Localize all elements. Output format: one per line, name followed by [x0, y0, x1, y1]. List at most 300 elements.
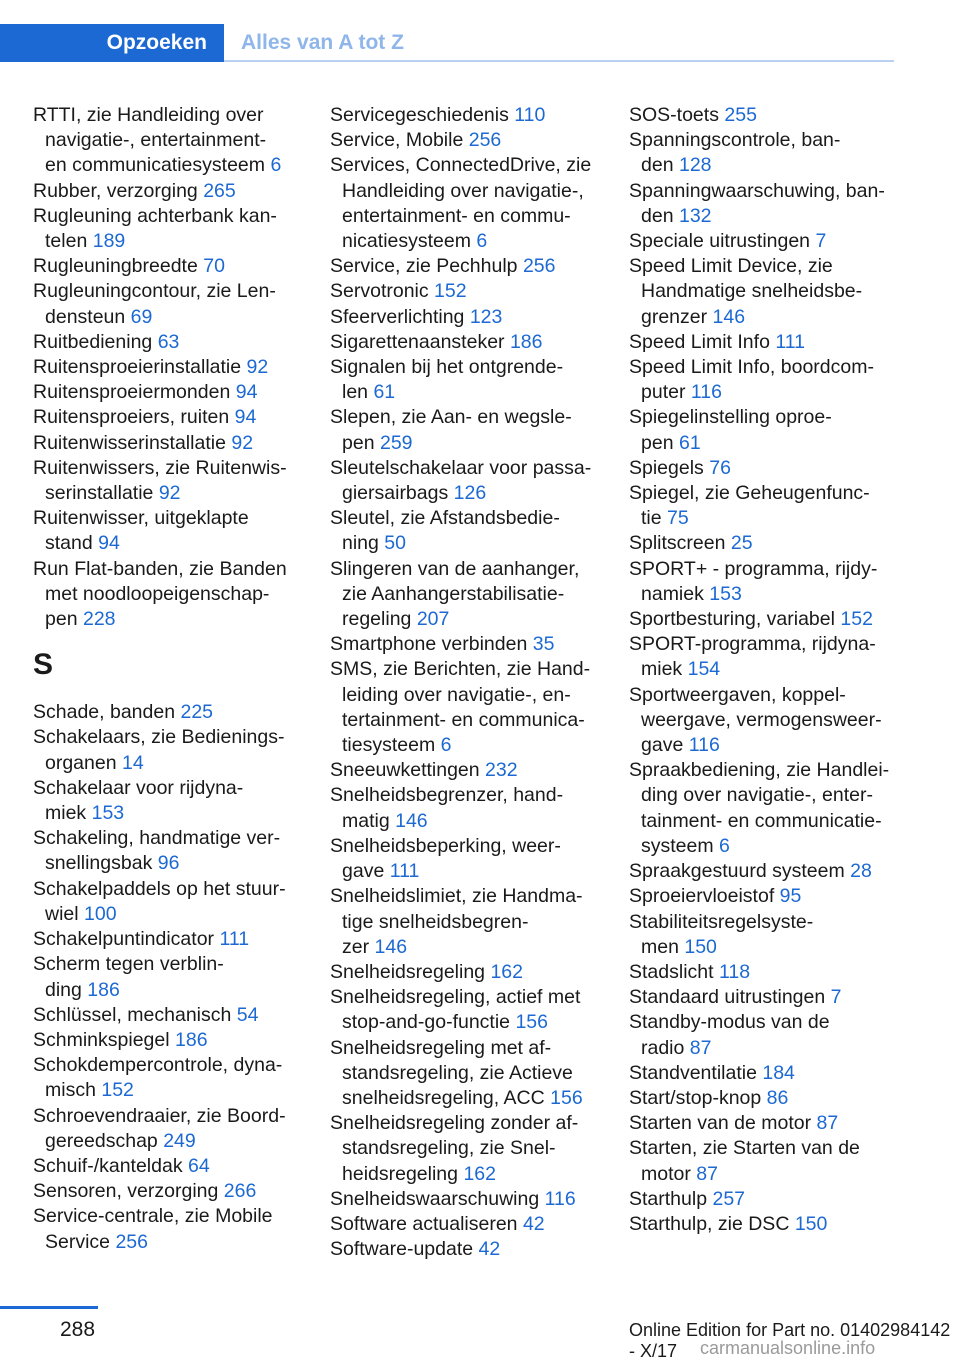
index-entry-text: Rugleuning achterbank kan-	[33, 204, 277, 227]
index-entry-text: Ruitenwissers, zie Ruitenwis-	[33, 456, 287, 479]
page-reference-link[interactable]: 28	[850, 860, 872, 883]
page-reference-link[interactable]: 6	[440, 734, 452, 757]
page-reference-link[interactable]: 35	[532, 633, 555, 656]
index-entry	[33, 405, 323, 430]
index-entry-text: Sneeuwkettingen	[330, 759, 480, 782]
index-entry-text: Snelheidslimiet, zie Handma-	[330, 885, 583, 908]
index-column-1	[33, 103, 323, 1255]
page-reference-link[interactable]: 50	[384, 532, 406, 555]
index-entry-line	[33, 776, 323, 801]
index-entry-text: Slingeren van de aanhanger,	[330, 557, 580, 580]
index-entry-text: SPORT+ - programma, rijdy-	[629, 557, 878, 580]
index-entry	[33, 506, 323, 556]
index-entry-text: Snelheidsregeling met af-	[330, 1036, 552, 1059]
index-entry	[33, 877, 323, 927]
index-entry-text: tainment- en communicatie-	[641, 809, 882, 832]
index-entry-text: Snelheidsregeling, actief met	[330, 986, 581, 1009]
page-reference-link[interactable]: 7	[815, 230, 827, 253]
page-reference-link[interactable]: 256	[115, 1230, 148, 1253]
page-reference-link[interactable]: 95	[779, 885, 802, 908]
page-reference-link[interactable]: 259	[379, 431, 413, 454]
index-entry	[33, 927, 323, 952]
page-reference-link[interactable]: 255	[724, 104, 757, 126]
index-entry-text: Ruitensproeiermonden	[33, 381, 231, 404]
page-reference-link[interactable]: 153	[91, 802, 125, 825]
page-reference-link[interactable]: 256	[468, 129, 502, 152]
index-entry	[33, 1154, 323, 1179]
index-entry-line	[33, 700, 323, 725]
index-entry	[33, 279, 323, 329]
page-reference-link[interactable]: 76	[709, 456, 731, 479]
index-entry-line	[33, 607, 323, 632]
index-entry-text: Splitscreen	[629, 532, 726, 555]
index-entry	[629, 1136, 919, 1186]
page-reference-link[interactable]: 162	[490, 960, 523, 983]
index-entry-text: gave	[342, 860, 385, 883]
index-entry-line	[330, 355, 620, 380]
index-entry-line	[330, 128, 620, 153]
index-entry-line	[629, 1086, 919, 1111]
index-entry-text: miek	[45, 802, 87, 825]
index-entry	[330, 884, 620, 960]
page-reference-link[interactable]: 87	[689, 1036, 712, 1059]
index-entry-text: Speciale uitrustingen	[629, 230, 811, 253]
page-reference-link[interactable]: 64	[188, 1154, 210, 1177]
index-entry-line	[629, 254, 919, 279]
page-reference-link[interactable]: 189	[92, 230, 126, 253]
index-entry-text: Slepen, zie Aan- en wegsle-	[330, 406, 572, 429]
index-entry-text: Handleiding over navigatie-,	[342, 179, 584, 202]
index-entry-line	[33, 380, 323, 405]
page-reference-link[interactable]: 61	[678, 431, 701, 454]
index-entry-text: Spraakbediening, zie Handlei-	[629, 759, 890, 782]
index-entry-line	[629, 1111, 919, 1136]
index-entry	[629, 1111, 919, 1136]
index-entry-line	[33, 1028, 323, 1053]
page-reference-link[interactable]: 6	[719, 834, 730, 857]
index-entry	[33, 456, 323, 506]
index-entry-text: snelheidsregeling, ACC	[342, 1086, 545, 1109]
index-entry	[330, 1237, 620, 1262]
index-entry	[629, 103, 919, 128]
page-reference-link[interactable]: 61	[373, 381, 396, 404]
page-reference-link[interactable]: 116	[544, 1187, 576, 1210]
index-entry-line	[33, 1104, 323, 1129]
index-entry-line	[629, 834, 919, 859]
page-reference-link[interactable]: 92	[231, 431, 254, 454]
watermark: carmanualsonline.info	[700, 1338, 876, 1358]
index-entry-line	[33, 531, 323, 556]
page-reference-link[interactable]: 94	[98, 532, 120, 555]
page-reference-link[interactable]: 116	[688, 734, 720, 757]
index-entry	[33, 725, 323, 775]
page-reference-link[interactable]: 7	[830, 986, 842, 1009]
page-reference-link[interactable]: 111	[389, 860, 420, 883]
page-reference-link[interactable]: 6	[270, 154, 282, 177]
index-entry	[33, 1003, 323, 1028]
index-entry-line	[629, 985, 919, 1010]
index-entry-text: Schakelaar voor rijdyna-	[33, 776, 244, 799]
index-entry-text: Speed Limit Info, boordcom-	[629, 356, 874, 379]
index-entry-text: stand	[45, 532, 93, 555]
page-reference-link[interactable]: 42	[478, 1238, 501, 1261]
index-entry-line	[629, 859, 919, 884]
index-entry	[330, 1111, 620, 1187]
index-entry	[33, 431, 323, 456]
page-reference-link[interactable]: 126	[453, 482, 487, 505]
tab-opzoeken[interactable]: Opzoeken	[0, 24, 224, 62]
index-entry-line	[629, 1036, 919, 1061]
index-entry-line	[629, 305, 919, 330]
index-entry	[629, 254, 919, 330]
page-reference-link[interactable]: 111	[775, 330, 805, 353]
index-entry-line	[629, 1212, 919, 1237]
index-entry-line	[330, 910, 620, 935]
page-reference-link[interactable]: 146	[395, 809, 428, 832]
page-reference-link[interactable]: 118	[718, 960, 751, 983]
page-reference-link[interactable]: 186	[87, 978, 120, 1001]
index-entry	[33, 1204, 323, 1254]
index-entry-text: Spiegelinstelling oproe-	[629, 406, 832, 429]
index-entry	[629, 179, 919, 229]
index-entry-text: Starten van de motor	[629, 1112, 812, 1135]
index-column-2	[330, 103, 620, 1262]
page-reference-link[interactable]: 25	[730, 532, 753, 555]
index-entry-line	[629, 809, 919, 834]
index-entry-text: Services, ConnectedDrive, zie	[330, 154, 592, 177]
index-entry	[330, 985, 620, 1035]
index-entry	[330, 153, 620, 254]
footer-accent-line	[0, 1306, 98, 1309]
index-entry-text: ding over navigatie-, enter-	[641, 784, 873, 807]
page-reference-link[interactable]: 63	[157, 330, 180, 353]
page-reference-link[interactable]: 100	[84, 902, 117, 925]
page-reference-link[interactable]: 156	[550, 1086, 583, 1109]
index-entry-text: Schlüssel, mechanisch	[33, 1003, 232, 1026]
index-entry-line	[330, 884, 620, 909]
page-reference-link[interactable]: 150	[794, 1212, 828, 1235]
index-entry-line	[33, 801, 323, 826]
page-reference-link[interactable]: 42	[522, 1212, 545, 1235]
index-entry-line	[33, 1154, 323, 1179]
index-entry-text: Spanningscontrole, ban-	[629, 129, 841, 152]
index-entry-text: Snelheidsregeling	[330, 960, 486, 983]
index-entry-line	[330, 708, 620, 733]
index-entry-line	[33, 877, 323, 902]
index-entry	[629, 758, 919, 859]
index-entry-text: RTTI, zie Handleiding over	[33, 104, 264, 126]
page-reference-link[interactable]: 186	[175, 1028, 208, 1051]
index-entry-line	[330, 1136, 620, 1161]
index-entry-line	[33, 431, 323, 456]
index-entry	[629, 632, 919, 682]
index-entry-line	[33, 978, 323, 1003]
index-entry-text: Ruitbediening	[33, 330, 153, 353]
page-reference-link[interactable]: 92	[246, 356, 269, 379]
index-entry-line	[33, 506, 323, 531]
index-entry-text: Schakelaars, zie Bedienings-	[33, 726, 285, 749]
index-entry-line	[629, 330, 919, 355]
index-entry-text: Ruitensproeiers, ruiten	[33, 406, 230, 429]
page-reference-link[interactable]: 75	[667, 507, 689, 530]
index-entry-line	[33, 826, 323, 851]
page-reference-link[interactable]: 87	[816, 1112, 839, 1135]
index-entry-line	[330, 1010, 620, 1035]
index-entry-line	[330, 229, 620, 254]
index-entry-text: pen	[641, 431, 674, 454]
page-reference-link[interactable]: 14	[122, 751, 144, 774]
index-entry-text: wiel	[45, 902, 79, 925]
index-entry-line	[629, 733, 919, 758]
page-reference-link[interactable]: 6	[476, 230, 488, 253]
index-entry-line	[330, 985, 620, 1010]
index-entry	[629, 1010, 919, 1060]
index-entry-line	[33, 305, 323, 330]
index-entry	[330, 254, 620, 279]
index-entry-line	[33, 1204, 323, 1229]
tab-alles-van-a-tot-z[interactable]: Alles van A tot Z	[241, 31, 404, 54]
index-entry	[33, 380, 323, 405]
index-entry-text: tiesysteem	[342, 734, 436, 757]
index-entry	[33, 952, 323, 1002]
page-reference-link[interactable]: 266	[223, 1180, 257, 1203]
index-entry-line	[33, 751, 323, 776]
page-reference-link[interactable]: 86	[766, 1086, 789, 1109]
index-entry-text: Schade, banden	[33, 701, 176, 724]
index-entry-line	[330, 1036, 620, 1061]
index-entry-text: Schakelpaddels op het stuur-	[33, 877, 286, 900]
index-entry-text: tie	[641, 507, 662, 530]
index-entry-text: densteun	[45, 305, 126, 328]
page-reference-link[interactable]: 154	[687, 658, 721, 681]
index-entry-text: tertainment- en communica-	[342, 708, 585, 731]
index-entry-text: Sfeerverlichting	[330, 305, 465, 328]
index-entry-text: radio	[641, 1036, 685, 1059]
index-entry-line	[629, 229, 919, 254]
index-entry-text: Sportweergaven, koppel-	[629, 683, 846, 706]
index-entry-text: gave	[641, 734, 684, 757]
page-reference-link[interactable]: 150	[684, 935, 717, 958]
index-entry-line	[330, 1086, 620, 1111]
page-reference-link[interactable]: 256	[522, 255, 556, 278]
index-entry-line	[330, 557, 620, 582]
index-entry	[330, 1212, 620, 1237]
index-entry	[330, 834, 620, 884]
index-entry-text: Start/stop-knop	[629, 1086, 762, 1109]
index-entry	[330, 305, 620, 330]
index-entry-text: Schokdempercontrole, dyna-	[33, 1054, 283, 1077]
index-entry	[629, 1061, 919, 1086]
index-entry-text: Scherm tegen verblin-	[33, 953, 224, 976]
page-reference-link[interactable]: 232	[485, 759, 518, 782]
index-entry-text: serinstallatie	[45, 482, 154, 505]
index-entry-text: Stabiliteitsregelsyste-	[629, 910, 814, 933]
index-entry-line	[330, 330, 620, 355]
index-entry-text: grenzer	[641, 305, 708, 328]
index-entry-text: pen	[342, 431, 375, 454]
index-entry-line	[330, 733, 620, 758]
index-entry-line	[330, 1187, 620, 1212]
index-entry-line	[330, 254, 620, 279]
index-entry-line	[33, 927, 323, 952]
index-entry-line	[629, 531, 919, 556]
page-reference-link[interactable]: 92	[158, 482, 181, 505]
index-entry-text: den	[641, 204, 674, 227]
index-entry-line	[33, 405, 323, 430]
index-entry-line	[330, 834, 620, 859]
page-reference-link[interactable]: 249	[163, 1129, 196, 1152]
index-entry-text: Rugleuningbreedte	[33, 255, 198, 278]
index-entry-text: gereedschap	[45, 1129, 158, 1152]
index-entry-line	[330, 1212, 620, 1237]
index-entry-line	[629, 355, 919, 380]
index-entry-text: Handmatige snelheidsbe-	[641, 280, 863, 303]
index-entry-text: miek	[641, 658, 683, 681]
index-entry	[33, 557, 323, 633]
index-entry-text: Snelheidswaarschuwing	[330, 1187, 540, 1210]
page-reference-link[interactable]: 265	[203, 179, 236, 202]
index-entry-text: namiek	[641, 582, 704, 605]
page-reference-link[interactable]: 225	[180, 701, 214, 724]
page-reference-link[interactable]: 116	[690, 381, 722, 404]
index-entry-line	[629, 884, 919, 909]
index-entry-text: Snelheidsbeperking, weer-	[330, 834, 561, 857]
page-reference-link[interactable]: 152	[434, 280, 467, 303]
index-entry-line	[629, 380, 919, 405]
index-entry-text: heidsregeling	[342, 1162, 459, 1185]
index-entry-text: Schakelpuntindicator	[33, 928, 215, 951]
index-entry-line	[330, 783, 620, 808]
index-entry-text: entertainment- en commu-	[342, 204, 571, 227]
page-reference-link[interactable]: 70	[203, 255, 225, 278]
index-entry-text: Starthulp, zie DSC	[629, 1212, 790, 1235]
page-reference-link[interactable]: 207	[416, 608, 450, 631]
index-entry-text: weergave, vermogensweer-	[641, 708, 882, 731]
index-entry-text: SOS-toets	[629, 104, 719, 126]
index-entry-text: Rubber, verzorging	[33, 179, 198, 202]
page-reference-link[interactable]: 186	[509, 330, 543, 353]
index-entry-line	[33, 355, 323, 380]
page-reference-link[interactable]: 123	[469, 305, 503, 328]
index-entry-line	[330, 506, 620, 531]
index-entry-text: Schuif-/kanteldak	[33, 1154, 183, 1177]
header-divider	[224, 60, 894, 62]
index-entry-line	[330, 204, 620, 229]
page-reference-link[interactable]: 184	[762, 1061, 795, 1084]
page-reference-link[interactable]: 152	[101, 1079, 134, 1102]
index-entry	[33, 103, 323, 179]
index-entry	[33, 1179, 323, 1204]
index-entry-line	[33, 582, 323, 607]
index-entry-line	[330, 683, 620, 708]
index-entry	[629, 456, 919, 481]
index-entry-line	[629, 1187, 919, 1212]
index-entry-line	[33, 557, 323, 582]
index-entry-text: Sensoren, verzorging	[33, 1180, 219, 1203]
index-entry-line	[330, 1237, 620, 1262]
page-reference-link[interactable]: 87	[696, 1162, 718, 1185]
index-entry-text: den	[641, 154, 674, 177]
page-reference-link[interactable]: 96	[157, 852, 180, 875]
index-entry-text: Spraakgestuurd systeem	[629, 860, 845, 883]
index-entry-text: Speed Limit Device, zie	[629, 255, 833, 278]
index-entry-line	[629, 960, 919, 985]
index-entry	[330, 632, 620, 657]
index-entry	[629, 481, 919, 531]
index-entry-line	[330, 405, 620, 430]
index-entry	[629, 884, 919, 909]
index-entry-text: Sleutelschakelaar voor passa-	[330, 456, 592, 479]
index-entry-text: Schakeling, handmatige ver-	[33, 827, 281, 850]
page-reference-link[interactable]: 228	[82, 608, 116, 631]
index-entry	[330, 1036, 620, 1112]
index-entry-line	[629, 153, 919, 178]
index-entry	[330, 330, 620, 355]
index-entry-line	[629, 431, 919, 456]
page-reference-link[interactable]: 111	[219, 928, 250, 951]
page-reference-link[interactable]: 153	[709, 582, 742, 605]
page-reference-link[interactable]: 132	[678, 204, 712, 227]
index-entry	[33, 204, 323, 254]
page-reference-link[interactable]: 54	[236, 1003, 259, 1026]
index-entry-text: met noodloopeigenschap-	[45, 582, 270, 605]
page-reference-link[interactable]: 94	[234, 406, 257, 429]
index-entry-text: Signalen bij het ontgrende-	[330, 356, 564, 379]
index-entry-text: Service, Mobile	[330, 129, 464, 152]
index-entry	[330, 960, 620, 985]
page-reference-link[interactable]: 257	[712, 1187, 746, 1210]
page-reference-link[interactable]: 69	[130, 305, 153, 328]
page-reference-link[interactable]: 146	[374, 935, 408, 958]
index-entry-text: Service	[45, 1230, 111, 1253]
page-reference-link[interactable]: 162	[463, 1162, 496, 1185]
index-entry-text: organen	[45, 751, 117, 774]
index-entry-line	[330, 103, 620, 128]
index-entry-line	[33, 481, 323, 506]
index-entry-line	[33, 1003, 323, 1028]
page-reference-link[interactable]: 146	[712, 305, 746, 328]
index-entry-text: zer	[342, 935, 370, 958]
index-entry-text: SPORT-programma, rijdyna-	[629, 633, 876, 656]
page-reference-link[interactable]: 110	[514, 104, 546, 126]
index-entry-text: Standaard uitrustingen	[629, 986, 826, 1009]
index-entry-text: Sigarettenaansteker	[330, 330, 505, 353]
index-entry	[33, 1053, 323, 1103]
index-entry-text: snellingsbak	[45, 852, 153, 875]
index-entry-text: Spiegel, zie Geheugenfunc-	[629, 482, 870, 505]
index-entry	[330, 1187, 620, 1212]
index-entry	[629, 985, 919, 1010]
index-entry-line	[33, 254, 323, 279]
index-entry-text: Ruitenwisserinstallatie	[33, 431, 226, 454]
page-reference-link[interactable]: 128	[678, 154, 712, 177]
page-reference-link[interactable]: 152	[840, 608, 873, 631]
index-entry-line	[629, 783, 919, 808]
index-entry-text: puter	[641, 381, 686, 404]
index-entry-line	[629, 557, 919, 582]
index-entry-line	[33, 902, 323, 927]
index-entry-text: systeem	[641, 834, 714, 857]
page-reference-link[interactable]: 94	[235, 381, 258, 404]
index-entry-text: Sproeiervloeistof	[629, 885, 775, 908]
page-reference-link[interactable]: 156	[515, 1011, 548, 1034]
index-entry-text: Schminkspiegel	[33, 1028, 170, 1051]
index-entry-text: Service-centrale, zie Mobile	[33, 1205, 273, 1228]
index-entry	[629, 1212, 919, 1237]
index-entry-text: navigatie-, entertainment-	[45, 129, 267, 152]
index-entry-text: ding	[45, 978, 82, 1001]
index-entry-text: Starthulp	[629, 1187, 708, 1210]
